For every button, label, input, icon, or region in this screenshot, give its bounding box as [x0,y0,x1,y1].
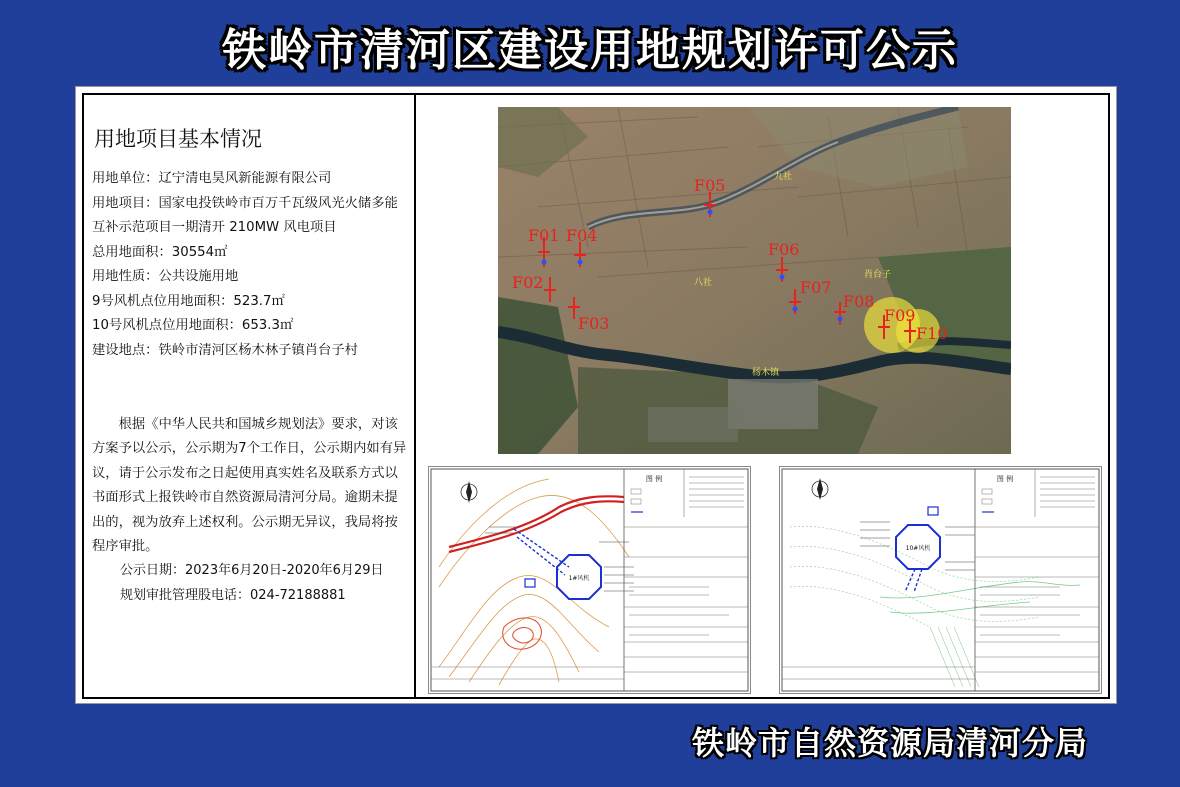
turbine-f03-label: F03 [578,314,610,333]
plan9-center-label: 1#风机 [568,575,590,582]
site-plan-f10-svg [780,467,1101,693]
north-arrow-icon [812,478,828,500]
turbine-f05-label: F05 [694,176,726,195]
turbine-f10-label: F10 [916,324,948,343]
project-info-panel [84,95,416,697]
info-line-area: 总用地面积：30554㎡ [92,244,228,260]
info-line-project: 用地项目：国家电投铁岭市百万千瓦级风光火储多能 [92,195,398,211]
info-line-f10-area: 10号风机点位用地面积：653.3㎡ [92,318,294,333]
footer-org: 铁岭市自然资源局清河分局 [691,724,1088,762]
village-8-label: 八社 [694,278,713,288]
turbine-f06-label: F06 [768,240,800,259]
notice-date: 公示日期：2023年6月20日-2020年6月29日 [120,563,384,578]
village-yangmu-label: 杨木镇 [752,368,780,378]
satellite-map [498,107,1011,454]
north-arrow-icon [461,481,477,503]
info-line-f9-area: 9号风机点位用地面积：523.7㎡ [92,293,285,309]
site-plan-f9-svg [429,467,750,693]
plan9-legend-title: 图 例 [645,475,663,483]
turbine-f09-label: F09 [884,306,916,325]
info-line-nature: 用地性质：公共设施用地 [92,269,239,284]
info-line-project-cont: 互补示范项目一期清开 210MW 风电项目 [92,220,337,235]
plan10-center-label: 10#风机 [905,545,931,552]
info-line-unit: 用地单位：辽宁清电昊风新能源有限公司 [92,171,332,186]
turbine-f08-label: F08 [843,292,875,311]
project-heading: 用地项目基本情况 [94,127,262,151]
turbine-f07-label: F07 [800,278,832,297]
notice-text: 根据《中华人民共和国城乡规划法》要求，对该方案予以公示，公示期为7个工作日，公示期内如有异议，请于公示发布之日起使用真实姓名及联系方式以书面形式上报铁岭市自然资源局清河分局。逾期未提出的，视为放弃上述权利。公示期无异议，我局将按程序审批。 [92,417,407,555]
village-xiaotaizi-label: 肖台子 [864,270,892,280]
site-plan-f9 [428,466,751,694]
turbine-f01-label: F01 [528,226,560,245]
info-line-location: 建设地点：铁岭市清河区杨木林子镇肖台子村 [92,342,358,358]
project-details [92,167,412,363]
notice-phone: 规划审批管理股电话：024-72188881 [120,587,346,603]
page-title: 铁岭市清河区建设用地规划许可公示 [222,25,958,76]
satellite-map-svg [498,107,1011,454]
notice-dates [120,559,384,608]
village-9-label: 九社 [774,172,793,182]
turbine-f04-label: F04 [566,226,598,245]
notice-board [75,86,1117,704]
board-frame [82,93,1110,699]
turbine-f02-label: F02 [512,273,544,292]
plan10-legend-title: 图 例 [996,475,1014,483]
site-plan-f10 [779,466,1102,694]
